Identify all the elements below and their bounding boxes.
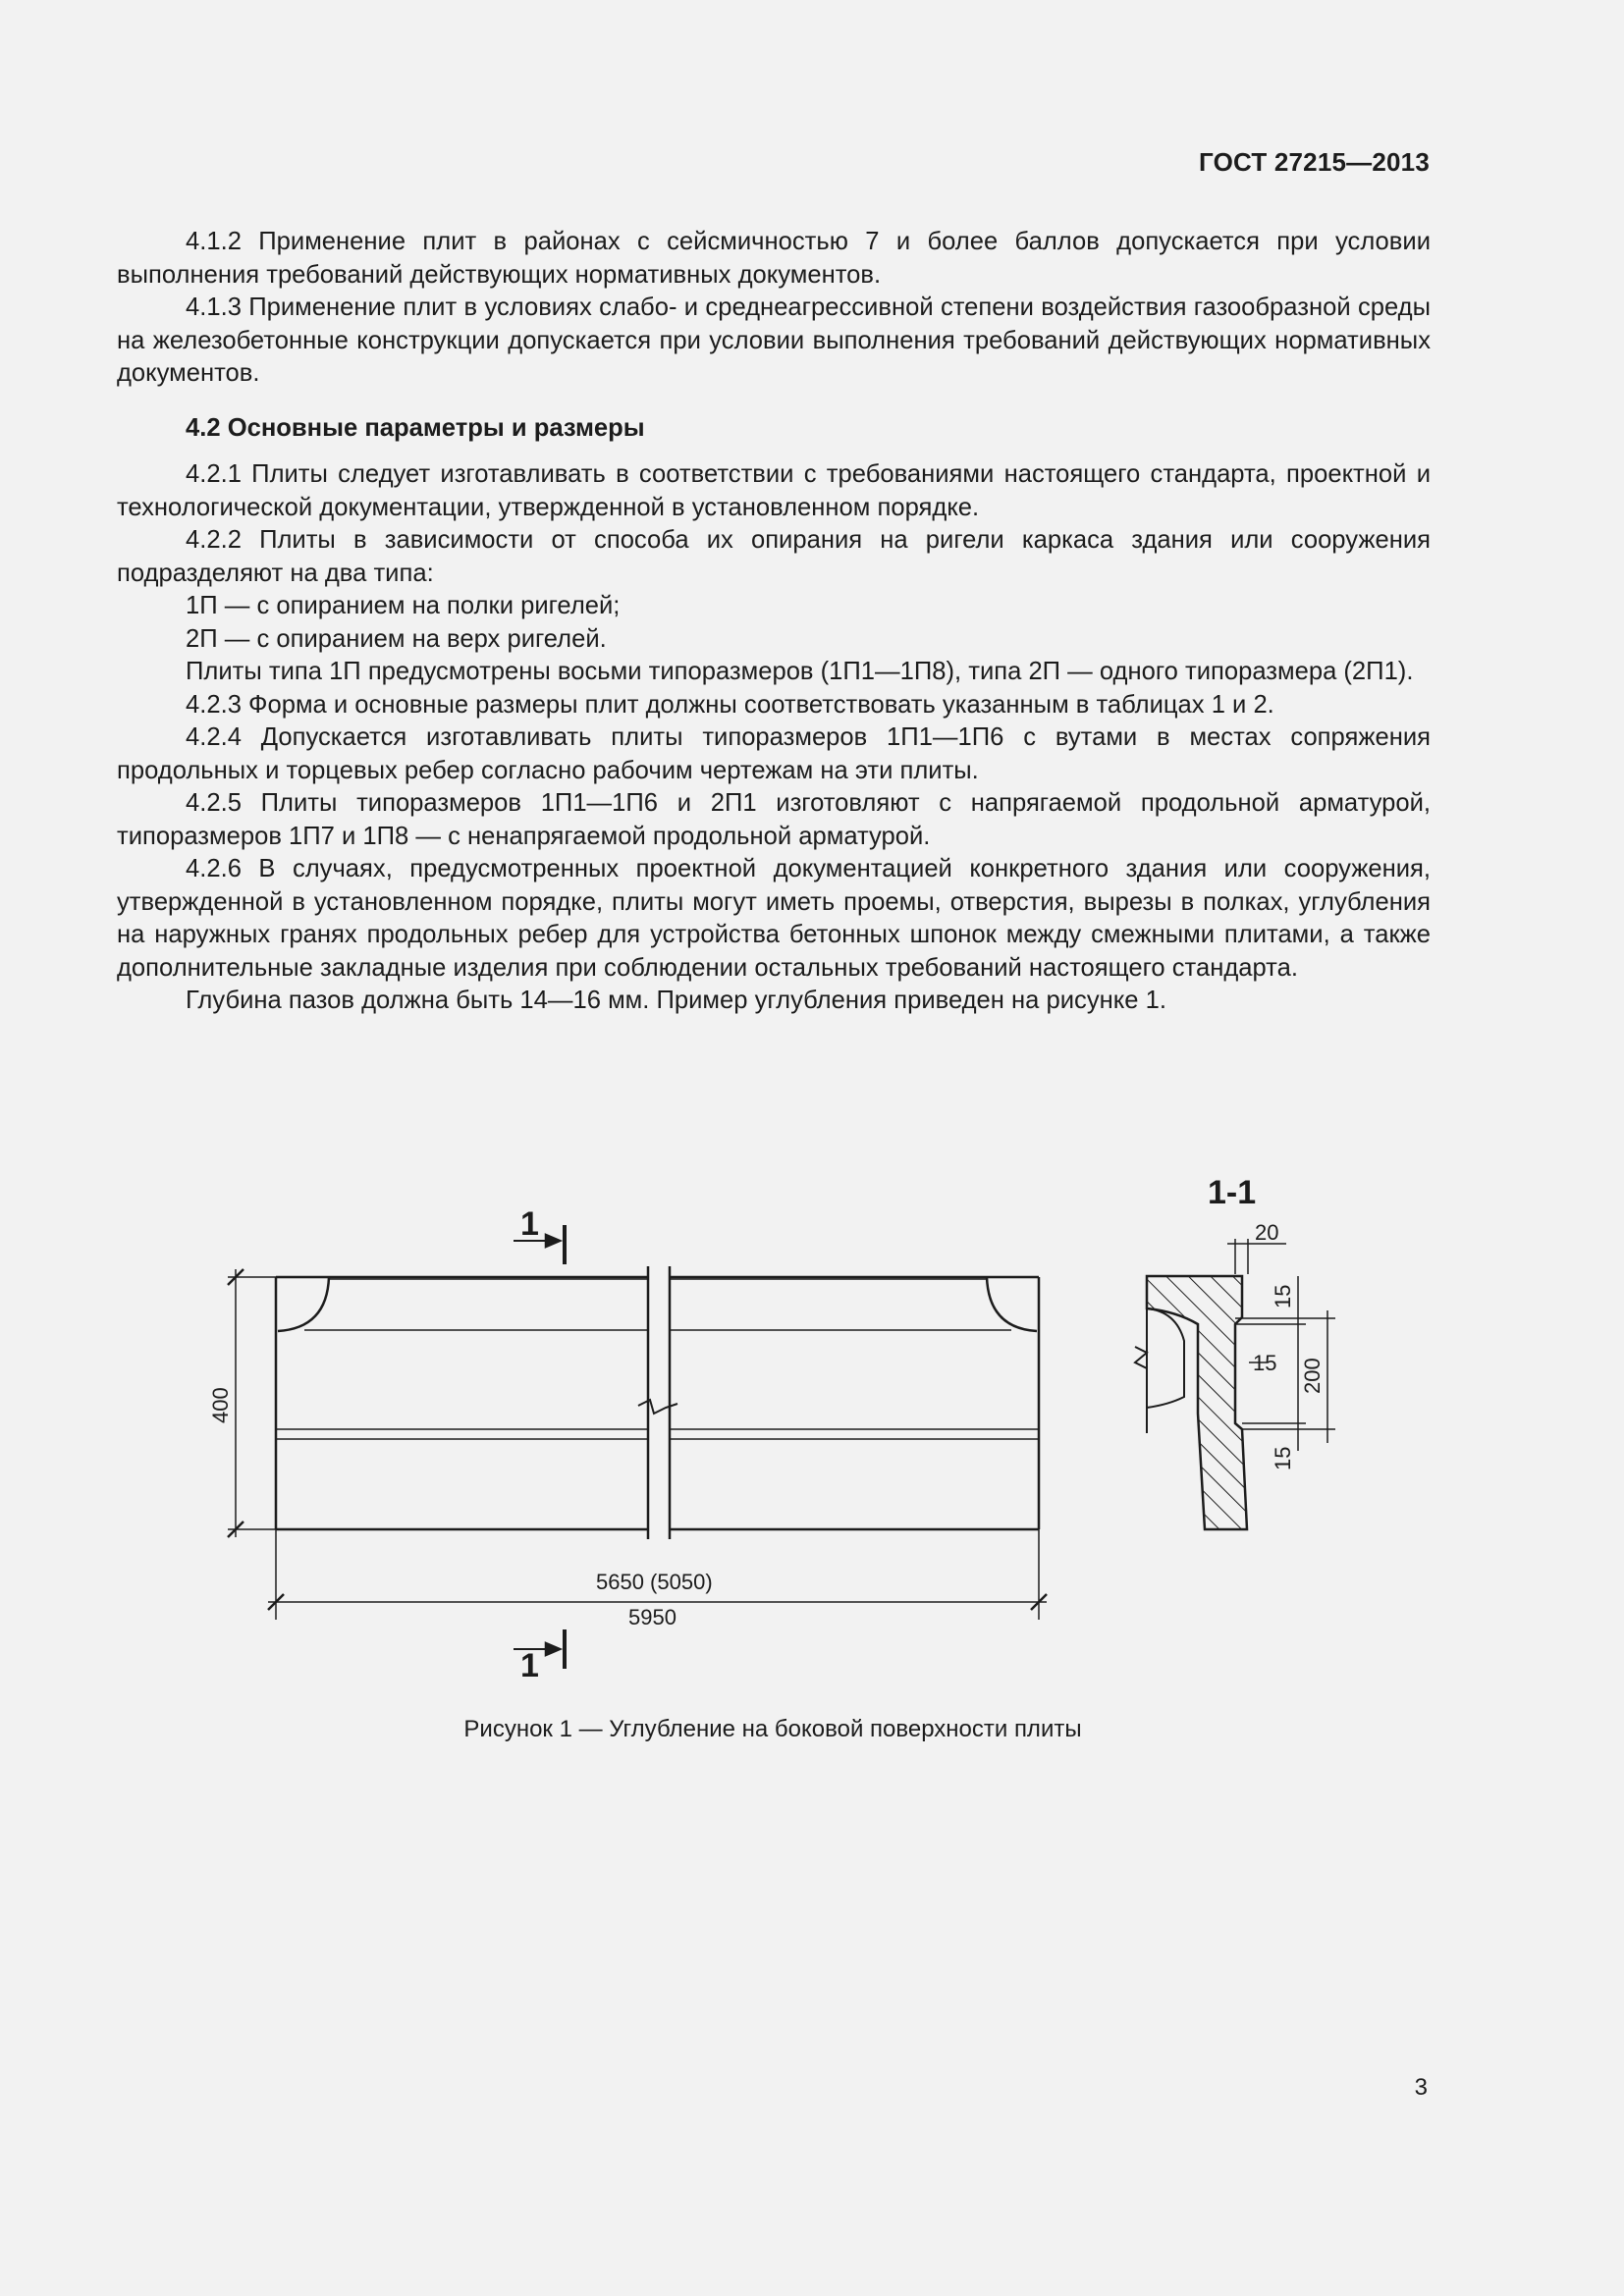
paragraph: 4.2.4 Допускается изготавливать плиты типоразмеров 1П1—1П6 с вутами в местах сопряжения продольных и торцевых ребер согласно рабочим чертежам на эти плиты. (117, 723, 1431, 784)
section-label-top: 1 (520, 1205, 539, 1243)
panel-elevation (276, 1266, 1039, 1539)
paragraph: 4.2.5 Плиты типоразмеров 1П1—1П6 и 2П1 изготовляют с напрягаемой продольной арматурой, типоразмеров 1П7 и 1П8 — с ненапрягаемой продольной арматурой. (117, 789, 1431, 850)
label-height: 400 (208, 1387, 233, 1423)
label-groove-top: 15 (1271, 1284, 1295, 1308)
paragraph: 4.1.2 Применение плит в районах с сейсмичностью 7 и более баллов допускается при условии выполнения требований действующих нормативных документов. (117, 228, 1431, 289)
label-inner-length: 5650 (5050) (596, 1570, 713, 1594)
label-groove-height: 200 (1300, 1358, 1325, 1394)
dimension-height (228, 1269, 276, 1537)
paragraph: Плиты типа 1П предусмотрены восьми типоразмеров (1П1—1П8), типа 2П — одного типоразмера (2П1). (186, 658, 1414, 685)
body-text (117, 226, 1431, 1018)
figure-drawing (0, 1158, 1624, 1688)
label-top-width: 20 (1255, 1220, 1279, 1245)
section-title: 1-1 (1208, 1174, 1257, 1211)
document-header: ГОСТ 27215—2013 (1199, 147, 1430, 177)
paragraph: 4.2.2 Плиты в зависимости от способа их опирания на ригели каркаса здания или сооружения подразделяют на два типа: (117, 526, 1431, 587)
label-groove-depth: 15 (1253, 1351, 1277, 1375)
label-groove-bottom: 15 (1271, 1446, 1295, 1470)
page-number: 3 (1414, 2074, 1428, 2101)
paragraph: 4.1.3 Применение плит в условиях слабо- и среднеагрессивной степени воздействия газообразной среды на железобетонные конструкции допускается при условии выполнения требований действующих нормативных документов. (117, 294, 1431, 387)
paragraph: 4.2.6 В случаях, предусмотренных проектной документацией конкретного здания или сооружения, утвержденной в установленном порядке, плиты могут иметь проемы, отверстия, вырезы в полках, углубления на наружных гранях продольных ребер для устройства бетонных шпонок между смежными плитами, а также дополнительные закладные изделия при соблюдении остальных требований настоящего стандарта. (117, 855, 1431, 982)
paragraph: 4.2.1 Плиты следует изготавливать в соответствии с требованиями настоящего стандарта, проектной и технологической документации, утвержденной в установленном порядке. (117, 460, 1431, 521)
figure-caption: Рисунок 1 — Углубление на боковой поверхности плиты (463, 1716, 1082, 1742)
label-total-length: 5950 (628, 1605, 677, 1629)
list-item: 1П — с опиранием на полки ригелей; (186, 592, 621, 619)
section-heading: 4.2 Основные параметры и размеры (186, 413, 645, 442)
paragraph: Глубина пазов должна быть 14—16 мм. Пример углубления приведен на рисунке 1. (186, 987, 1166, 1014)
section-label-bottom: 1 (520, 1647, 539, 1684)
list-item: 2П — с опиранием на верх ригелей. (186, 624, 607, 653)
paragraph: 4.2.3 Форма и основные размеры плит должны соответствовать указанным в таблицах 1 и 2. (186, 690, 1274, 719)
